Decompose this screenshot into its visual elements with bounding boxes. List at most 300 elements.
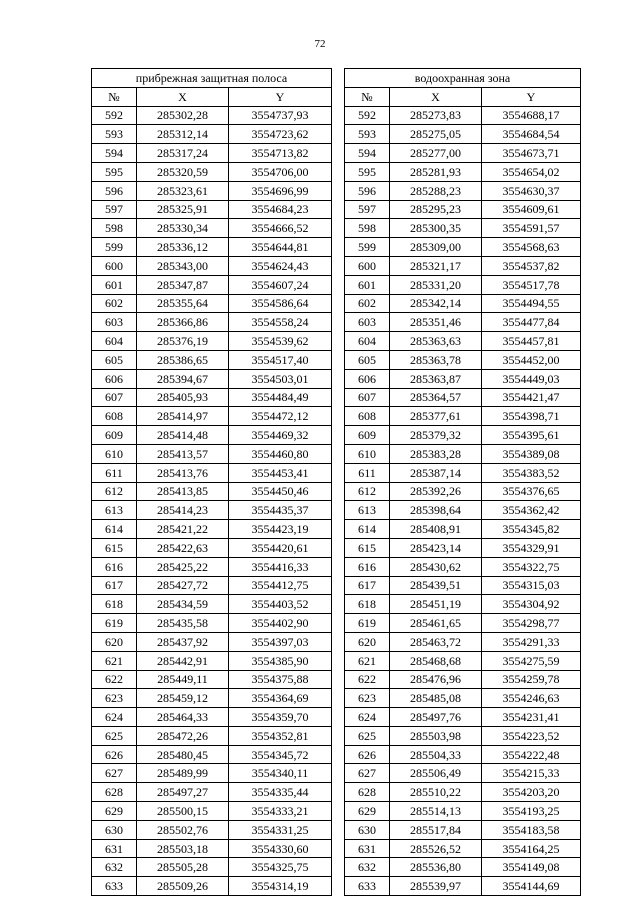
y-coordinate-cell: 3554688,17 [482, 106, 581, 125]
table-row [92, 802, 332, 821]
point-number-cell: 618 [345, 595, 390, 614]
point-number-cell: 604 [345, 332, 390, 351]
x-coordinate-cell: 285517,84 [390, 820, 482, 839]
y-coordinate-cell: 3554558,24 [229, 313, 332, 332]
y-coordinate-cell: 3554644,81 [229, 238, 332, 257]
x-coordinate-cell: 285275,05 [390, 125, 482, 144]
table-row [92, 332, 332, 351]
point-number-cell: 609 [92, 426, 137, 445]
point-number-cell: 624 [92, 708, 137, 727]
x-coordinate-cell: 285347,87 [137, 275, 229, 294]
y-coordinate-cell: 3554203,20 [482, 783, 581, 802]
point-number-cell: 630 [92, 820, 137, 839]
y-coordinate-cell: 3554630,37 [482, 181, 581, 200]
table-row [345, 407, 581, 426]
table-row [345, 332, 581, 351]
table-row [345, 125, 581, 144]
table-row [345, 576, 581, 595]
table-row [92, 783, 332, 802]
y-coordinate-cell: 3554412,75 [229, 576, 332, 595]
y-coordinate-cell: 3554423,19 [229, 520, 332, 539]
x-coordinate-cell: 285503,18 [137, 839, 229, 858]
table-row [92, 444, 332, 463]
point-number-cell: 604 [92, 332, 137, 351]
y-coordinate-cell: 3554591,57 [482, 219, 581, 238]
y-coordinate-cell: 3554376,65 [482, 482, 581, 501]
point-number-cell: 632 [92, 858, 137, 877]
y-coordinate-cell: 3554435,37 [229, 501, 332, 520]
table-row [345, 651, 581, 670]
table-row [92, 313, 332, 332]
x-coordinate-cell: 285342,14 [390, 294, 482, 313]
point-number-cell: 609 [345, 426, 390, 445]
y-coordinate-cell: 3554503,01 [229, 369, 332, 388]
x-coordinate-cell: 285509,26 [137, 877, 229, 896]
x-coordinate-cell: 285312,14 [137, 125, 229, 144]
x-coordinate-cell: 285351,46 [390, 313, 482, 332]
point-number-cell: 626 [345, 745, 390, 764]
y-coordinate-cell: 3554539,62 [229, 332, 332, 351]
y-coordinate-cell: 3554586,64 [229, 294, 332, 313]
x-coordinate-cell: 285273,83 [390, 106, 482, 125]
x-coordinate-cell: 285413,76 [137, 463, 229, 482]
x-coordinate-cell: 285476,96 [390, 670, 482, 689]
table-row [345, 350, 581, 369]
point-number-cell: 620 [345, 632, 390, 651]
y-coordinate-cell: 3554472,12 [229, 407, 332, 426]
y-coordinate-cell: 3554383,52 [482, 463, 581, 482]
point-number-cell: 593 [345, 125, 390, 144]
x-coordinate-cell: 285321,17 [390, 256, 482, 275]
table-row [345, 275, 581, 294]
x-coordinate-cell: 285434,59 [137, 595, 229, 614]
point-number-cell: 600 [92, 256, 137, 275]
table-row [92, 520, 332, 539]
table-row [92, 125, 332, 144]
x-coordinate-cell: 285464,33 [137, 708, 229, 727]
x-coordinate-cell: 285363,87 [390, 369, 482, 388]
point-number-cell: 623 [345, 689, 390, 708]
x-coordinate-cell: 285472,26 [137, 726, 229, 745]
table-row [345, 426, 581, 445]
point-number-cell: 616 [92, 557, 137, 576]
x-coordinate-cell: 285363,63 [390, 332, 482, 351]
point-number-cell: 619 [345, 614, 390, 633]
table-row [92, 877, 332, 896]
y-coordinate-cell: 3554449,03 [482, 369, 581, 388]
point-number-cell: 608 [345, 407, 390, 426]
table-row [92, 632, 332, 651]
y-coordinate-cell: 3554420,61 [229, 538, 332, 557]
point-number-cell: 630 [345, 820, 390, 839]
y-coordinate-cell: 3554304,92 [482, 595, 581, 614]
table-body [345, 106, 581, 895]
y-coordinate-cell: 3554322,75 [482, 557, 581, 576]
y-coordinate-cell: 3554402,90 [229, 614, 332, 633]
table-row [92, 463, 332, 482]
point-number-cell: 611 [345, 463, 390, 482]
coastal-protection-strip-table [91, 68, 332, 896]
y-coordinate-cell: 3554246,63 [482, 689, 581, 708]
table-row [92, 651, 332, 670]
y-coordinate-cell: 3554333,21 [229, 802, 332, 821]
y-coordinate-cell: 3554537,82 [482, 256, 581, 275]
point-number-cell: 599 [345, 238, 390, 257]
point-number-cell: 607 [92, 388, 137, 407]
x-coordinate-cell: 285376,19 [137, 332, 229, 351]
y-coordinate-cell: 3554215,33 [482, 764, 581, 783]
y-coordinate-cell: 3554713,82 [229, 144, 332, 163]
x-coordinate-cell: 285394,67 [137, 369, 229, 388]
table-row [345, 501, 581, 520]
y-coordinate-cell: 3554666,52 [229, 219, 332, 238]
x-coordinate-cell: 285502,76 [137, 820, 229, 839]
y-coordinate-cell: 3554450,46 [229, 482, 332, 501]
x-coordinate-cell: 285414,23 [137, 501, 229, 520]
x-coordinate-cell: 285427,72 [137, 576, 229, 595]
point-number-cell: 621 [345, 651, 390, 670]
point-number-cell: 594 [345, 144, 390, 163]
table-row [345, 388, 581, 407]
point-number-cell: 624 [345, 708, 390, 727]
table-row [92, 426, 332, 445]
y-coordinate-cell: 3554291,33 [482, 632, 581, 651]
table-row [345, 839, 581, 858]
y-coordinate-cell: 3554149,08 [482, 858, 581, 877]
table-row [92, 388, 332, 407]
y-coordinate-cell: 3554517,40 [229, 350, 332, 369]
point-number-cell: 617 [345, 576, 390, 595]
point-number-cell: 618 [92, 595, 137, 614]
x-coordinate-cell: 285300,35 [390, 219, 482, 238]
table-row [345, 670, 581, 689]
point-number-cell: 633 [345, 877, 390, 896]
x-coordinate-cell: 285331,20 [390, 275, 482, 294]
point-number-cell: 593 [92, 125, 137, 144]
x-coordinate-cell: 285451,19 [390, 595, 482, 614]
table-row [345, 595, 581, 614]
x-coordinate-cell: 285377,61 [390, 407, 482, 426]
x-coordinate-cell: 285325,91 [137, 200, 229, 219]
point-number-cell: 592 [92, 106, 137, 125]
y-coordinate-cell: 3554494,55 [482, 294, 581, 313]
y-coordinate-cell: 3554403,52 [229, 595, 332, 614]
table-row [345, 783, 581, 802]
table-row [92, 144, 332, 163]
table-row [345, 520, 581, 539]
y-coordinate-cell: 3554330,60 [229, 839, 332, 858]
y-coordinate-cell: 3554259,78 [482, 670, 581, 689]
y-coordinate-cell: 3554389,08 [482, 444, 581, 463]
point-number-cell: 626 [92, 745, 137, 764]
page-number: 72 [314, 38, 326, 50]
x-coordinate-cell: 285336,12 [137, 238, 229, 257]
x-coordinate-cell: 285480,45 [137, 745, 229, 764]
y-coordinate-cell: 3554335,44 [229, 783, 332, 802]
y-coordinate-cell: 3554314,19 [229, 877, 332, 896]
table-row [345, 181, 581, 200]
y-coordinate-cell: 3554484,49 [229, 388, 332, 407]
point-number-cell: 627 [345, 764, 390, 783]
point-number-cell: 592 [345, 106, 390, 125]
y-coordinate-cell: 3554222,48 [482, 745, 581, 764]
table-row [345, 219, 581, 238]
y-coordinate-cell: 3554452,00 [482, 350, 581, 369]
point-number-cell: 612 [92, 482, 137, 501]
point-number-cell: 631 [92, 839, 137, 858]
y-coordinate-cell: 3554421,47 [482, 388, 581, 407]
x-coordinate-cell: 285439,51 [390, 576, 482, 595]
point-number-cell: 612 [345, 482, 390, 501]
table-row [345, 877, 581, 896]
x-coordinate-cell: 285355,64 [137, 294, 229, 313]
table-row [92, 726, 332, 745]
table-body [92, 106, 332, 895]
y-coordinate-cell: 3554706,00 [229, 162, 332, 181]
y-coordinate-cell: 3554397,03 [229, 632, 332, 651]
table-row [345, 764, 581, 783]
table-row [345, 557, 581, 576]
point-number-cell: 631 [345, 839, 390, 858]
x-coordinate-cell: 285500,15 [137, 802, 229, 821]
point-number-cell: 629 [345, 802, 390, 821]
table-row [345, 482, 581, 501]
x-coordinate-cell: 285526,52 [390, 839, 482, 858]
y-coordinate-cell: 3554331,25 [229, 820, 332, 839]
x-coordinate-cell: 285387,14 [390, 463, 482, 482]
table-row [92, 745, 332, 764]
point-number-cell: 614 [345, 520, 390, 539]
y-coordinate-cell: 3554469,32 [229, 426, 332, 445]
y-coordinate-cell: 3554398,71 [482, 407, 581, 426]
table-row [345, 294, 581, 313]
table-row [345, 802, 581, 821]
x-coordinate-cell: 285281,93 [390, 162, 482, 181]
table-row [345, 689, 581, 708]
y-coordinate-cell: 3554340,11 [229, 764, 332, 783]
table-row [345, 369, 581, 388]
y-coordinate-cell: 3554352,81 [229, 726, 332, 745]
y-coordinate-cell: 3554684,23 [229, 200, 332, 219]
x-coordinate-cell: 285536,80 [390, 858, 482, 877]
column-header-number: № [92, 87, 137, 106]
x-coordinate-cell: 285437,92 [137, 632, 229, 651]
x-coordinate-cell: 285330,34 [137, 219, 229, 238]
point-number-cell: 628 [345, 783, 390, 802]
x-coordinate-cell: 285386,65 [137, 350, 229, 369]
x-coordinate-cell: 285514,13 [390, 802, 482, 821]
point-number-cell: 625 [92, 726, 137, 745]
y-coordinate-cell: 3554375,88 [229, 670, 332, 689]
x-coordinate-cell: 285430,62 [390, 557, 482, 576]
y-coordinate-cell: 3554737,93 [229, 106, 332, 125]
point-number-cell: 602 [345, 294, 390, 313]
point-number-cell: 629 [92, 802, 137, 821]
table-row [345, 820, 581, 839]
x-coordinate-cell: 285461,65 [390, 614, 482, 633]
column-header-number: № [345, 87, 390, 106]
x-coordinate-cell: 285449,11 [137, 670, 229, 689]
x-coordinate-cell: 285364,57 [390, 388, 482, 407]
table-row [92, 181, 332, 200]
table-row [92, 294, 332, 313]
point-number-cell: 595 [92, 162, 137, 181]
y-coordinate-cell: 3554460,80 [229, 444, 332, 463]
point-number-cell: 622 [345, 670, 390, 689]
x-coordinate-cell: 285539,97 [390, 877, 482, 896]
table-row [345, 162, 581, 181]
point-number-cell: 597 [345, 200, 390, 219]
y-coordinate-cell: 3554325,75 [229, 858, 332, 877]
x-coordinate-cell: 285422,63 [137, 538, 229, 557]
table-row [92, 764, 332, 783]
point-number-cell: 605 [92, 350, 137, 369]
y-coordinate-cell: 3554223,52 [482, 726, 581, 745]
y-coordinate-cell: 3554673,71 [482, 144, 581, 163]
table-row [92, 595, 332, 614]
table-row [92, 858, 332, 877]
y-coordinate-cell: 3554315,03 [482, 576, 581, 595]
point-number-cell: 625 [345, 726, 390, 745]
x-coordinate-cell: 285383,28 [390, 444, 482, 463]
point-number-cell: 621 [92, 651, 137, 670]
table-row [92, 689, 332, 708]
point-number-cell: 617 [92, 576, 137, 595]
table-row [92, 106, 332, 125]
table-row [92, 839, 332, 858]
x-coordinate-cell: 285489,99 [137, 764, 229, 783]
point-number-cell: 627 [92, 764, 137, 783]
y-coordinate-cell: 3554329,91 [482, 538, 581, 557]
column-header-y: Y [482, 87, 581, 106]
x-coordinate-cell: 285405,93 [137, 388, 229, 407]
point-number-cell: 613 [92, 501, 137, 520]
table-row [345, 726, 581, 745]
table-row [92, 538, 332, 557]
y-coordinate-cell: 3554453,41 [229, 463, 332, 482]
y-coordinate-cell: 3554395,61 [482, 426, 581, 445]
x-coordinate-cell: 285463,72 [390, 632, 482, 651]
column-header-x: X [137, 87, 229, 106]
x-coordinate-cell: 285302,28 [137, 106, 229, 125]
table-row [345, 632, 581, 651]
point-number-cell: 628 [92, 783, 137, 802]
table-row [92, 501, 332, 520]
y-coordinate-cell: 3554362,42 [482, 501, 581, 520]
x-coordinate-cell: 285485,08 [390, 689, 482, 708]
column-header-y: Y [229, 87, 332, 106]
x-coordinate-cell: 285503,98 [390, 726, 482, 745]
table-row [345, 238, 581, 257]
table-row [345, 256, 581, 275]
x-coordinate-cell: 285366,86 [137, 313, 229, 332]
x-coordinate-cell: 285435,58 [137, 614, 229, 633]
table-row [92, 820, 332, 839]
x-coordinate-cell: 285288,23 [390, 181, 482, 200]
table-row [345, 538, 581, 557]
y-coordinate-cell: 3554416,33 [229, 557, 332, 576]
point-number-cell: 610 [345, 444, 390, 463]
table-row [92, 670, 332, 689]
point-number-cell: 623 [92, 689, 137, 708]
y-coordinate-cell: 3554359,70 [229, 708, 332, 727]
point-number-cell: 598 [345, 219, 390, 238]
table-row [92, 407, 332, 426]
x-coordinate-cell: 285295,23 [390, 200, 482, 219]
point-number-cell: 619 [92, 614, 137, 633]
point-number-cell: 602 [92, 294, 137, 313]
x-coordinate-cell: 285320,59 [137, 162, 229, 181]
table-row [345, 444, 581, 463]
x-coordinate-cell: 285423,14 [390, 538, 482, 557]
point-number-cell: 607 [345, 388, 390, 407]
y-coordinate-cell: 3554696,99 [229, 181, 332, 200]
y-coordinate-cell: 3554144,69 [482, 877, 581, 896]
table-row [92, 576, 332, 595]
table-row [345, 463, 581, 482]
x-coordinate-cell: 285468,68 [390, 651, 482, 670]
point-number-cell: 603 [345, 313, 390, 332]
y-coordinate-cell: 3554183,58 [482, 820, 581, 839]
y-coordinate-cell: 3554568,63 [482, 238, 581, 257]
y-coordinate-cell: 3554385,90 [229, 651, 332, 670]
point-number-cell: 611 [92, 463, 137, 482]
table-row [92, 256, 332, 275]
point-number-cell: 601 [92, 275, 137, 294]
point-number-cell: 615 [92, 538, 137, 557]
table-row [345, 745, 581, 764]
x-coordinate-cell: 285398,64 [390, 501, 482, 520]
y-coordinate-cell: 3554723,62 [229, 125, 332, 144]
y-coordinate-cell: 3554457,81 [482, 332, 581, 351]
point-number-cell: 597 [92, 200, 137, 219]
x-coordinate-cell: 285414,48 [137, 426, 229, 445]
y-coordinate-cell: 3554298,77 [482, 614, 581, 633]
x-coordinate-cell: 285425,22 [137, 557, 229, 576]
table-row [92, 275, 332, 294]
table-row [345, 106, 581, 125]
x-coordinate-cell: 285277,00 [390, 144, 482, 163]
y-coordinate-cell: 3554684,54 [482, 125, 581, 144]
table-row [92, 614, 332, 633]
table-row [92, 557, 332, 576]
y-coordinate-cell: 3554231,41 [482, 708, 581, 727]
x-coordinate-cell: 285505,28 [137, 858, 229, 877]
x-coordinate-cell: 285510,22 [390, 783, 482, 802]
table-row [345, 200, 581, 219]
table-row [345, 614, 581, 633]
point-number-cell: 596 [92, 181, 137, 200]
point-number-cell: 608 [92, 407, 137, 426]
x-coordinate-cell: 285504,33 [390, 745, 482, 764]
x-coordinate-cell: 285408,91 [390, 520, 482, 539]
x-coordinate-cell: 285497,76 [390, 708, 482, 727]
table-row [92, 482, 332, 501]
column-header-x: X [390, 87, 482, 106]
point-number-cell: 605 [345, 350, 390, 369]
table-row [345, 858, 581, 877]
point-number-cell: 613 [345, 501, 390, 520]
point-number-cell: 620 [92, 632, 137, 651]
y-coordinate-cell: 3554624,43 [229, 256, 332, 275]
x-coordinate-cell: 285363,78 [390, 350, 482, 369]
y-coordinate-cell: 3554193,25 [482, 802, 581, 821]
x-coordinate-cell: 285497,27 [137, 783, 229, 802]
point-number-cell: 606 [92, 369, 137, 388]
point-number-cell: 598 [92, 219, 137, 238]
table-row [92, 162, 332, 181]
point-number-cell: 622 [92, 670, 137, 689]
